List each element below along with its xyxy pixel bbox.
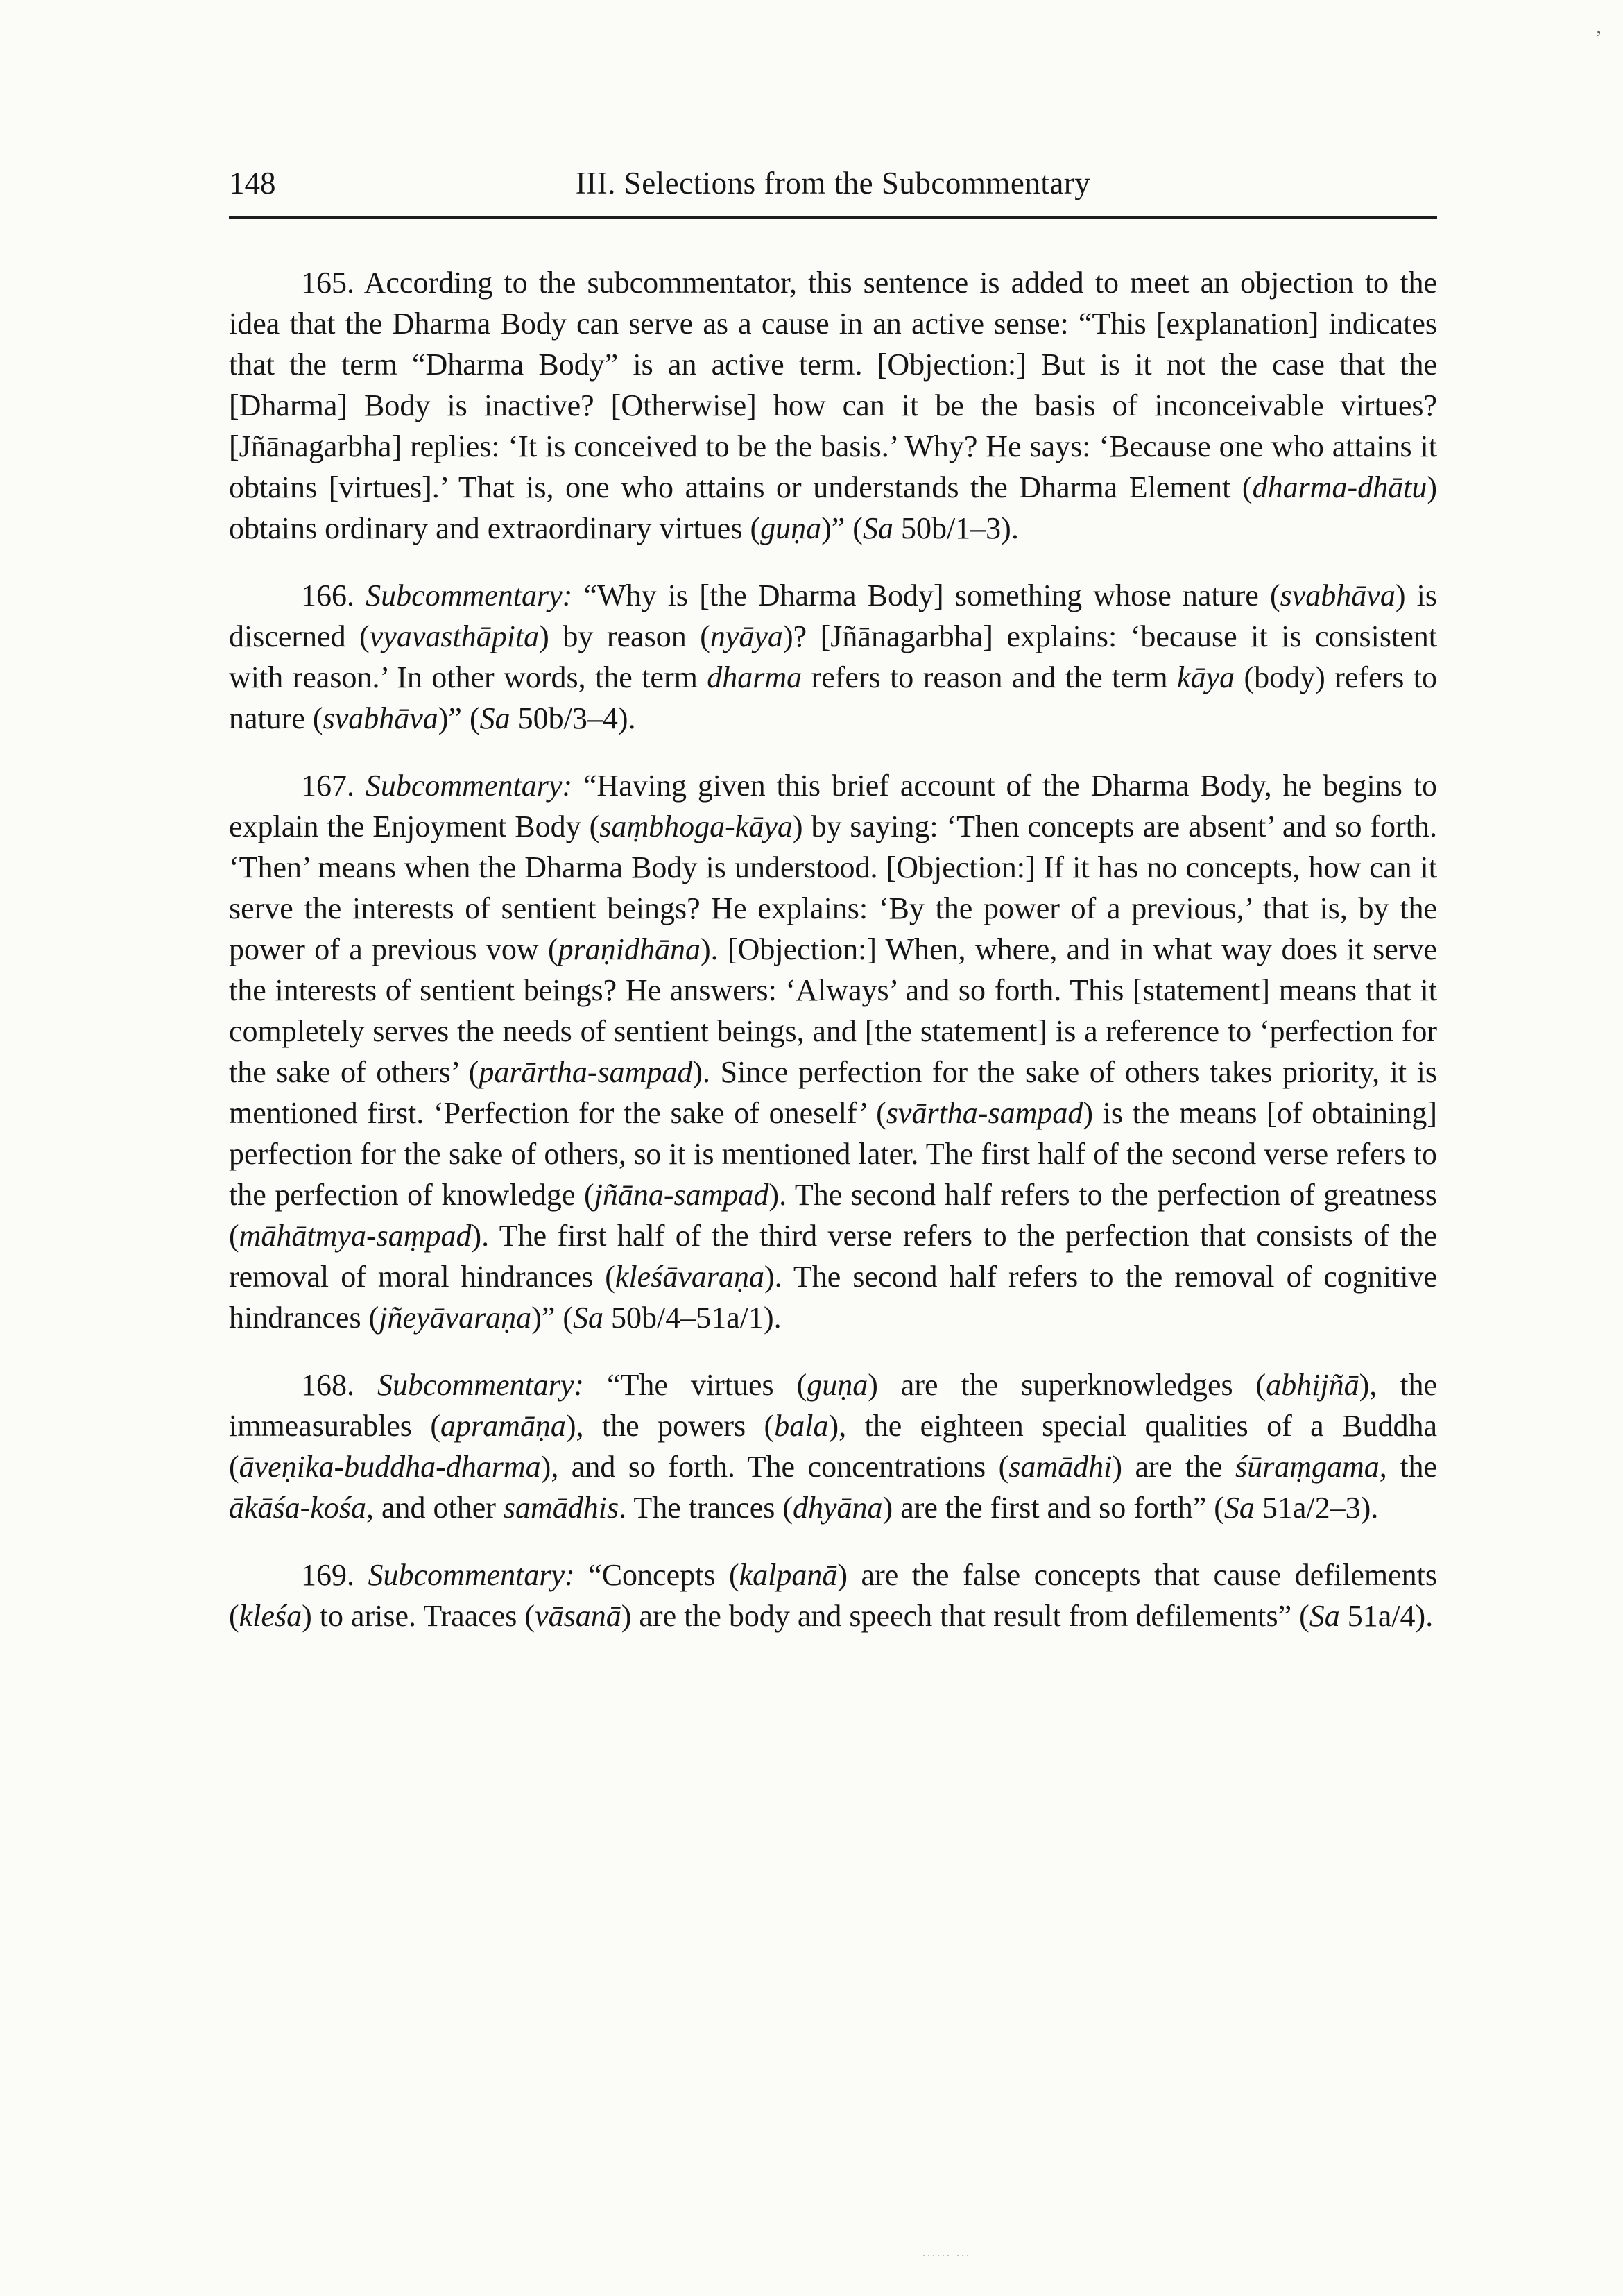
paragraph-167	[229, 765, 1437, 1338]
document-body	[229, 262, 1437, 1636]
running-head: III. Selections from the Subcommentary	[575, 166, 1091, 200]
sanskrit-term: jñāna-sampad	[594, 1178, 769, 1212]
text-run: ) is discerned (	[229, 579, 1438, 653]
sanskrit-term: Subcommentary:	[366, 579, 573, 612]
sanskrit-term: guṇa	[760, 511, 822, 545]
text-run: )? [Jñānagarbha] explains: ‘because it is consistent with reason.’ In other words, the term	[229, 619, 1437, 694]
sanskrit-term: Sa	[862, 511, 893, 545]
text-run: ) are the first and so forth” (	[882, 1491, 1224, 1525]
sanskrit-term: Sa	[1223, 1491, 1255, 1525]
text-run: refers to reason and the term	[802, 660, 1178, 694]
text-run: “Concepts (	[574, 1558, 739, 1592]
text-run: ). [Objection:] When, where, and in what way does it serve the interests of sentient beings? He answers: ‘Always’ and so forth. This [statement] means that it completely serves the needs of sentient beings, and [the statement] is a reference to ‘perfection for the sake of others’ (	[229, 932, 1437, 1089]
sanskrit-term: guṇa	[807, 1368, 868, 1402]
text-run: “Why is [the Dharma Body] something whose nature (	[572, 579, 1280, 612]
text-run: ), the immeasurables (	[229, 1368, 1438, 1443]
sanskrit-term: jñeyāvaraṇa	[379, 1301, 532, 1335]
page-header	[229, 165, 1437, 219]
text-run: 168.	[301, 1368, 377, 1402]
sanskrit-term: abhijñā	[1266, 1368, 1359, 1402]
sanskrit-term: Subcommentary:	[368, 1558, 575, 1592]
text-run: ) is the means [of obtaining] perfection for the sake of others, so it is mentioned later. The first half of the second verse refers to the perfection of knowledge (	[229, 1096, 1437, 1212]
text-run: ) by reason (	[539, 619, 710, 653]
page-content	[229, 165, 1437, 1663]
scan-artifact-bottom: ...... ...	[922, 2247, 971, 2259]
text-run: ) are the false concepts that cause defilements (	[229, 1558, 1438, 1633]
sanskrit-term: bala	[774, 1409, 829, 1443]
text-run: ), the powers (	[565, 1409, 775, 1443]
sanskrit-term: Sa	[1309, 1599, 1340, 1633]
sanskrit-term: ākāśa-kośa	[229, 1491, 366, 1525]
text-run: 167.	[301, 769, 366, 803]
paragraph-168	[229, 1364, 1437, 1528]
text-run: ), the eighteen special qualities of a Buddha (	[229, 1409, 1437, 1484]
paragraph-166	[229, 575, 1437, 739]
text-run: ) to arise. Traaces (	[302, 1599, 535, 1633]
sanskrit-term: māhātmya-saṃpad	[239, 1219, 472, 1253]
text-run: 51a/4).	[1339, 1599, 1434, 1633]
page-number: 148	[229, 166, 276, 200]
text-run: ) are the body and speech that result from defilements” (	[621, 1599, 1309, 1633]
text-run: )” (	[438, 701, 480, 735]
text-run: 50b/4–51a/1).	[603, 1301, 782, 1335]
sanskrit-term: svabhāva	[323, 701, 438, 735]
sanskrit-term: praṇidhāna	[558, 932, 701, 966]
sanskrit-term: samādhi	[1008, 1450, 1113, 1484]
sanskrit-term: āveṇika-buddha-dharma	[239, 1450, 541, 1484]
sanskrit-term: samādhis	[503, 1491, 619, 1525]
sanskrit-term: vyavasthāpita	[369, 619, 540, 653]
sanskrit-term: nyāya	[710, 619, 783, 653]
sanskrit-term: saṃbhoga-kāya	[599, 809, 793, 843]
sanskrit-term: Subcommentary:	[365, 769, 573, 803]
paragraph-169	[229, 1554, 1437, 1636]
sanskrit-term: parārtha-sampad	[479, 1055, 693, 1089]
text-run: ). The second half refers to the perfection of greatness (	[229, 1178, 1437, 1253]
sanskrit-term: Sa	[573, 1301, 604, 1335]
text-run: ). The first half of the third verse refers to the perfection that consists of the removal of moral hindrances (	[229, 1219, 1437, 1294]
sanskrit-term: dharma-dhātu	[1252, 470, 1427, 504]
text-run: (body) refers to nature (	[229, 660, 1437, 735]
text-run: 165. According to the subcommentator, this sentence is added to meet an objection to the idea that the Dharma Body can serve as a cause in an active sense: “This [explanation] indicates that the term “Dharma Body” is an active term. [Objection:] But is it not the case that the [Dharma] Body is inactive? [Otherwise] how can it be the basis of inconceivable virtues? [Jñānagarbha] replies: ‘It is conceived to be the basis.’ Why? He says: ‘Because one who attains it obtains [virtues].’ That is, one who attains or understands the Dharma Element (	[229, 266, 1437, 504]
text-run: 50b/3–4).	[510, 701, 636, 735]
text-run: 50b/1–3).	[893, 511, 1019, 545]
sanskrit-term: kleśa	[239, 1599, 302, 1633]
sanskrit-term: svabhāva	[1280, 579, 1396, 612]
sanskrit-term: dharma	[707, 660, 802, 694]
text-run: ). The second half refers to the removal of cognitive hindrances (	[229, 1260, 1438, 1335]
text-run: , the	[1379, 1450, 1437, 1484]
sanskrit-term: Subcommentary:	[377, 1368, 585, 1402]
text-run: 166.	[301, 579, 366, 612]
sanskrit-term: vāsanā	[535, 1599, 621, 1633]
sanskrit-term: Sa	[479, 701, 510, 735]
text-run: ). Since perfection for the sake of others takes priority, it is mentioned first. ‘Perfection for the sake of oneself’ (	[229, 1055, 1437, 1130]
text-run: ) are the	[1112, 1450, 1235, 1484]
scan-artifact-top-right: ’	[1595, 26, 1602, 49]
text-run: . The trances (	[619, 1491, 793, 1525]
paragraph-165	[229, 262, 1437, 549]
sanskrit-term: svārtha-sampad	[886, 1096, 1083, 1130]
text-run: , and other	[366, 1491, 504, 1525]
text-run: ) obtains ordinary and extraordinary virtues (	[229, 470, 1437, 545]
text-run: ) are the superknowledges (	[868, 1368, 1266, 1402]
sanskrit-term: śūraṃgama	[1235, 1450, 1380, 1484]
text-run: ) by saying: ‘Then concepts are absent’ and so forth. ‘Then’ means when the Dharma Body is understood. [Objection:] If it has no concepts, how can it serve the interests of sentient beings? He explains: ‘By the power of a previous,’ that is, by the power of a previous vow (	[229, 809, 1438, 966]
sanskrit-term: kāya	[1177, 660, 1235, 694]
text-run: )” (	[531, 1301, 574, 1335]
text-run: “Having given this brief account of the Dharma Body, he begins to explain the Enjoyment Body (	[229, 769, 1437, 843]
text-run: ), and so forth. The concentrations (	[540, 1450, 1009, 1484]
text-run: 169.	[301, 1558, 368, 1592]
sanskrit-term: kalpanā	[739, 1558, 838, 1592]
text-run: 51a/2–3).	[1254, 1491, 1379, 1525]
sanskrit-term: apramāṇa	[440, 1409, 566, 1443]
sanskrit-term: kleśāvaraṇa	[615, 1260, 764, 1294]
text-run: “The virtues (	[584, 1368, 807, 1402]
sanskrit-term: dhyāna	[793, 1491, 883, 1525]
text-run: )” (	[821, 511, 863, 545]
